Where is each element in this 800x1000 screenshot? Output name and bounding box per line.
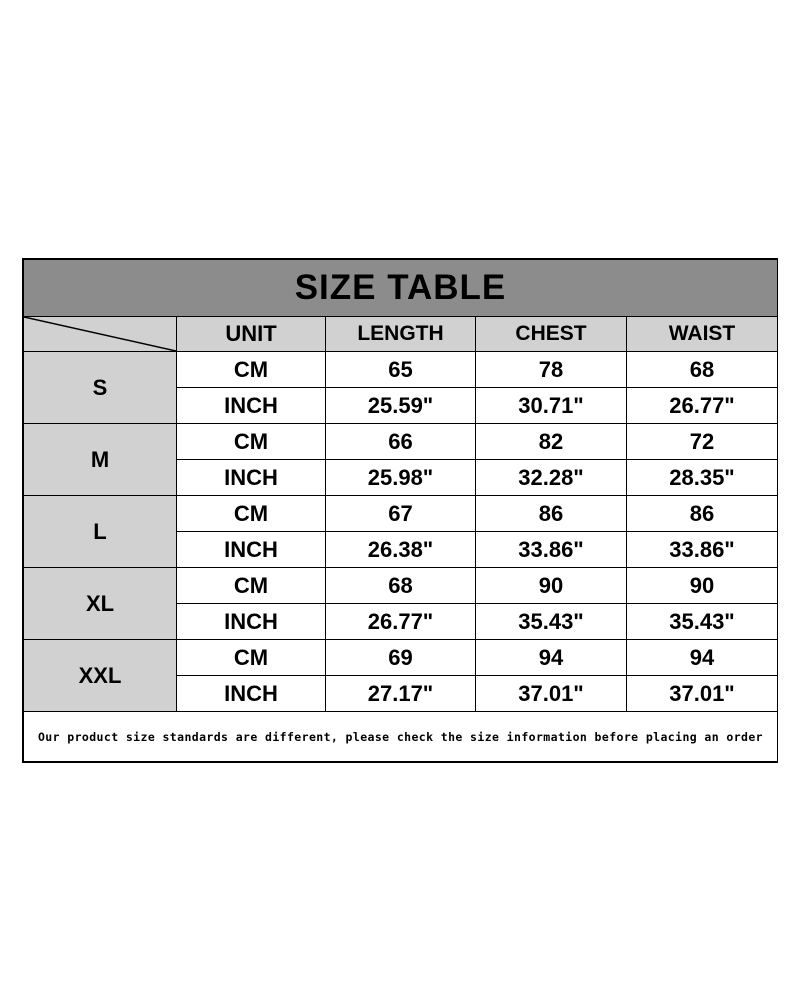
value-chest: 78	[476, 352, 627, 388]
value-waist: 86	[627, 496, 778, 532]
value-length: 26.77"	[326, 604, 476, 640]
table-title-row	[24, 260, 778, 317]
table-row	[24, 424, 778, 460]
value-length: 27.17"	[326, 676, 476, 712]
diagonal-line-icon	[24, 317, 176, 351]
unit-cm: CM	[177, 640, 326, 676]
column-header-waist: WAIST	[627, 317, 778, 352]
value-length: 67	[326, 496, 476, 532]
value-length: 65	[326, 352, 476, 388]
table-note-row	[24, 712, 778, 762]
size-label-m: M	[24, 424, 177, 496]
unit-inch: INCH	[177, 460, 326, 496]
value-length: 66	[326, 424, 476, 460]
value-chest: 82	[476, 424, 627, 460]
value-length: 26.38"	[326, 532, 476, 568]
value-chest: 30.71"	[476, 388, 627, 424]
unit-cm: CM	[177, 352, 326, 388]
size-table	[23, 259, 778, 762]
value-waist: 35.43"	[627, 604, 778, 640]
value-chest: 94	[476, 640, 627, 676]
table-row	[24, 568, 778, 604]
size-table-container	[22, 258, 778, 763]
size-label-l: L	[24, 496, 177, 568]
value-waist: 72	[627, 424, 778, 460]
value-chest: 37.01"	[476, 676, 627, 712]
value-waist: 26.77"	[627, 388, 778, 424]
table-row	[24, 496, 778, 532]
value-waist: 68	[627, 352, 778, 388]
unit-cm: CM	[177, 568, 326, 604]
unit-inch: INCH	[177, 532, 326, 568]
unit-cm: CM	[177, 424, 326, 460]
unit-inch: INCH	[177, 604, 326, 640]
size-label-xl: XL	[24, 568, 177, 640]
value-waist: 28.35"	[627, 460, 778, 496]
corner-diagonal-cell	[24, 317, 177, 352]
value-chest: 90	[476, 568, 627, 604]
value-length: 69	[326, 640, 476, 676]
value-chest: 35.43"	[476, 604, 627, 640]
value-length: 68	[326, 568, 476, 604]
size-label-s: S	[24, 352, 177, 424]
unit-inch: INCH	[177, 388, 326, 424]
size-note: Our product size standards are different, please check the size information before placing an order	[24, 712, 778, 762]
value-waist: 94	[627, 640, 778, 676]
unit-cm: CM	[177, 496, 326, 532]
table-header-row	[24, 317, 778, 352]
value-length: 25.59"	[326, 388, 476, 424]
table-row	[24, 640, 778, 676]
value-waist: 37.01"	[627, 676, 778, 712]
value-length: 25.98"	[326, 460, 476, 496]
value-chest: 33.86"	[476, 532, 627, 568]
unit-inch: INCH	[177, 676, 326, 712]
size-label-xxl: XXL	[24, 640, 177, 712]
column-header-chest: CHEST	[476, 317, 627, 352]
value-chest: 86	[476, 496, 627, 532]
value-chest: 32.28"	[476, 460, 627, 496]
value-waist: 33.86"	[627, 532, 778, 568]
column-header-unit: UNIT	[177, 317, 326, 352]
page-title: SIZE TABLE	[24, 260, 778, 317]
column-header-length: LENGTH	[326, 317, 476, 352]
table-row	[24, 352, 778, 388]
value-waist: 90	[627, 568, 778, 604]
